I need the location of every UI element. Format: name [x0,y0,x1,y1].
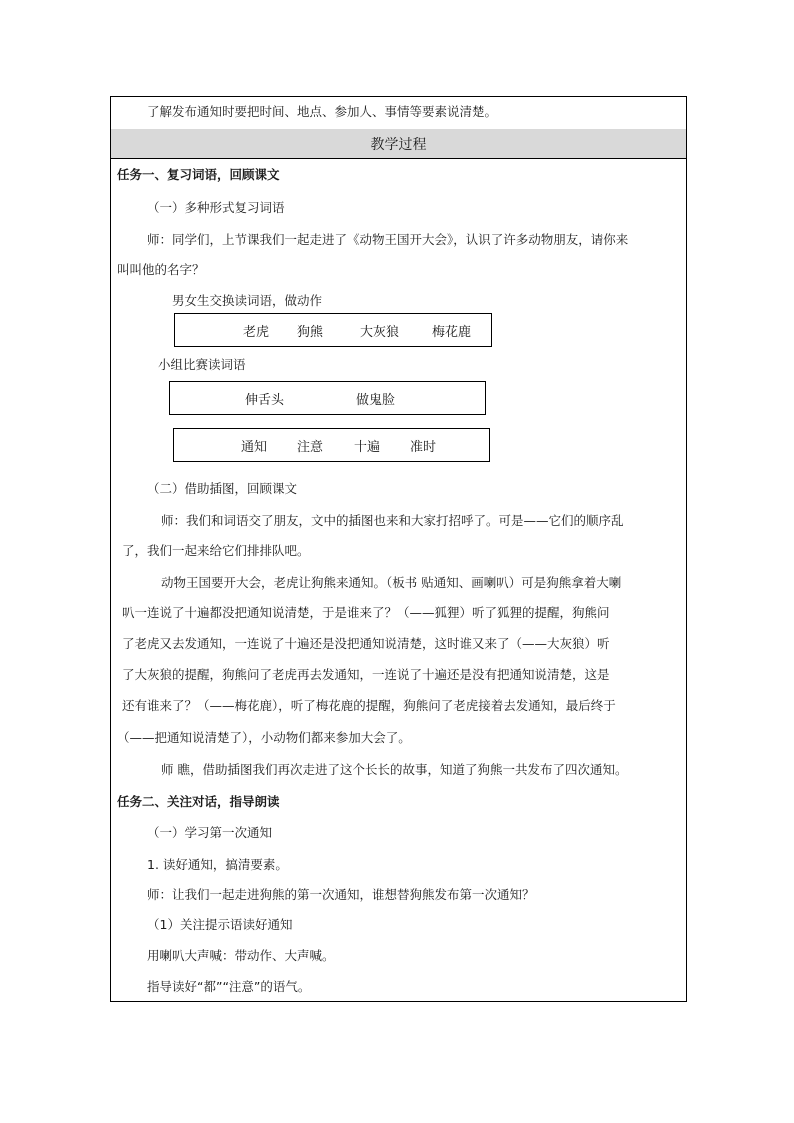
task2-sub1: （一）学习第一次通知 [147,825,273,840]
paragraph-line: 了大灰狼的提醒，狗熊问了老虎再去发通知，一连说了十遍还是没有把通知说清楚，这是 [122,667,610,682]
paragraph-line: 师 瞧，借助插图我们再次走进了这个长长的故事，知道了狗熊一共发布了四次通知。 [161,762,628,777]
paragraph-line: 了，我们一起来给它们排排队吧。 [122,543,310,558]
word: 大灰狼 [360,324,400,340]
word: 梅花鹿 [432,324,472,340]
word: 伸舌头 [245,392,285,408]
body-line: 用喇叭大声喊：带动作、大声喊。 [147,948,335,963]
teacher-line: 叫叫他的名字？ [117,262,205,277]
point-line: （1）关注提示语读好通知 [147,917,293,932]
word-box-animals [174,313,492,347]
word: 十遍 [354,439,381,455]
table-divider [110,158,687,159]
paragraph-line: 动物王国要开大会，老虎让狗熊来通知。（板书 贴通知、画喇叭）可是狗熊拿着大喇 [161,575,622,590]
word: 通知 [241,439,268,455]
word: 准时 [410,439,437,455]
word: 狗熊 [297,324,324,340]
body-line: 指导读好“都”“注意”的语气。 [147,979,311,994]
word-box-terms [173,428,490,462]
word-box-phrases [169,381,486,415]
task2-heading: 任务二、关注对话，指导朗读 [117,794,280,809]
section-title: 教学过程 [111,129,686,158]
activity-label: 小组比赛读词语 [158,357,246,372]
activity-label: 男女生交换读词语，做动作 [172,293,323,308]
teacher-line: 师：让我们一起走进狗熊的第一次通知，谁想替狗熊发布第一次通知？ [147,887,535,902]
paragraph-line: 还有谁来了？（——梅花鹿），听了梅花鹿的提醒，狗熊问了老虎接着去发通知，最后终于 [122,698,616,713]
paragraph-line: 了老虎又去发通知，一连说了十遍还是没把通知说清楚，这时谁又来了（——大灰狼）听 [122,636,610,651]
word: 做鬼脸 [356,392,396,408]
task1-sub1: （一）多种形式复习词语 [147,200,285,215]
word: 老虎 [243,324,270,340]
point-line: 1. 读好通知，搞清要素。 [147,857,288,872]
teacher-line: 师：同学们，上节课我们一起走进了《动物王国开大会》，认识了许多动物朋友，请你来 [147,232,629,247]
task1-sub2: （二）借助插图，回顾课文 [147,481,298,496]
paragraph-line: 师：我们和词语交了朋友，文中的插图也来和大家打招呼了。可是——它们的顺序乱 [161,513,624,528]
paragraph-line: 叭一连说了十遍都没把通知说清楚，于是谁来了？（——狐狸）听了狐狸的提醒，狗熊问 [122,605,610,620]
word: 注意 [297,439,324,455]
paragraph-line: （——把通知说清楚了），小动物们都来参加大会了。 [117,730,411,745]
task1-heading: 任务一、复习词语，回顾课文 [117,167,280,182]
intro-text: 了解发布通知时要把时间、地点、参加人、事情等要素说清楚。 [147,104,498,119]
